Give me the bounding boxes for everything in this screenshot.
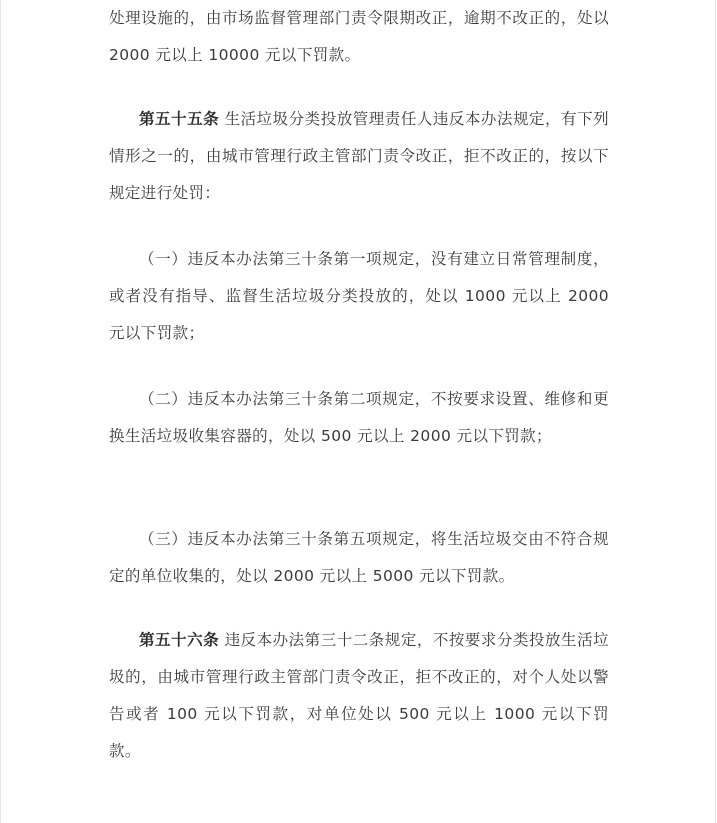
article-56-paragraph [109, 622, 609, 770]
item-2-text: （二）违反本办法第三十条第二项规定，不按要求设置、维修和更换生活垃圾收集容器的，处以 500 元以上 2000 元以下罚款； [109, 390, 609, 445]
article-56-body: 违反本办法第三十二条规定，不按要求分类投放生活垃圾的，由城市管理行政主管部门责令改正，拒不改正的，对个人处以警告或者 100 元以下罚款，对单位处以 500 元以上 1000 元以下罚款。 [109, 631, 609, 760]
article-55-item-3 [109, 521, 609, 595]
item-1-text: （一）违反本办法第三十条第一项规定，没有建立日常管理制度，或者没有指导、监督生活垃圾分类投放的，处以 1000 元以上 2000 元以下罚款； [109, 250, 609, 342]
page-border-right [715, 0, 716, 823]
article-55-item-2 [109, 381, 609, 455]
page-border-left [0, 0, 1, 823]
article-continued-paragraph [109, 0, 609, 74]
article-continued-text: 处理设施的，由市场监督管理部门责令限期改正，逾期不改正的，处以 2000 元以上 10000 元以下罚款。 [109, 9, 609, 64]
article-55-body: 生活垃圾分类投放管理责任人违反本办法规定，有下列情形之一的，由城市管理行政主管部门责令改正，拒不改正的，按以下规定进行处罚： [109, 110, 609, 202]
item-3-text: （三）违反本办法第三十条第五项规定，将生活垃圾交由不符合规定的单位收集的，处以 2000 元以上 5000 元以下罚款。 [109, 530, 609, 585]
article-56-heading: 第五十六条 [139, 631, 220, 649]
article-55-paragraph [109, 101, 609, 212]
article-55-heading: 第五十五条 [139, 110, 220, 128]
article-55-item-1 [109, 241, 609, 352]
